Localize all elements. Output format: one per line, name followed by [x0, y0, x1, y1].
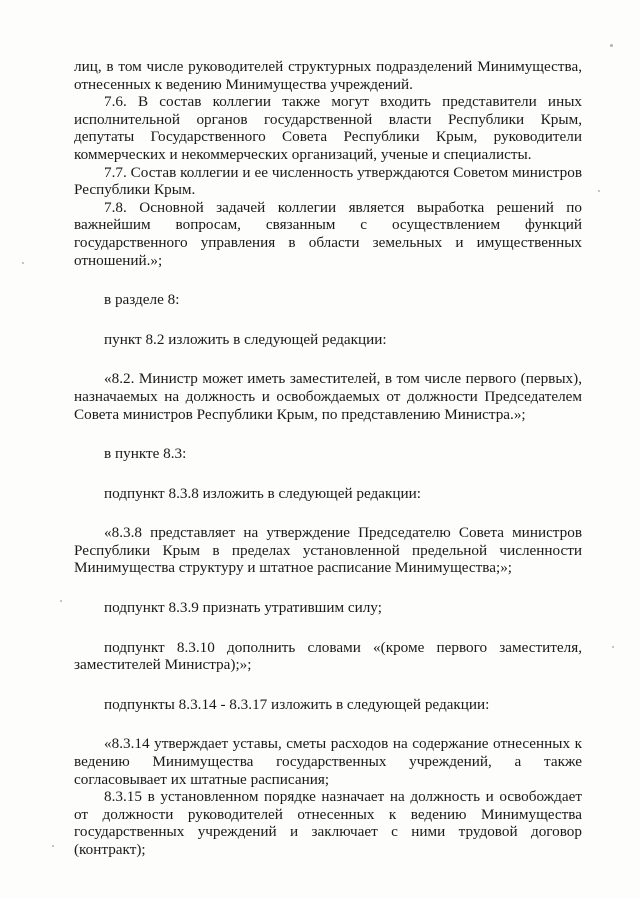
paragraph-gap: [74, 463, 582, 485]
paragraph-7-7: 7.7. Состав коллегии и ее численность утверждаются Советом министров Республики Крым.: [74, 163, 582, 199]
scan-speck: [598, 190, 600, 192]
paragraph-point-8-3: в пункте 8.3:: [104, 445, 187, 463]
paragraph-gap: [74, 713, 582, 735]
paragraph-section-8: в разделе 8:: [104, 291, 180, 309]
paragraph-gap: [74, 502, 582, 524]
paragraph-8-3-10: подпункт 8.3.10 дополнить словами «(кроме первого заместителя, заместителей Министра);»;: [74, 638, 582, 674]
scan-speck: [52, 845, 54, 847]
scan-speck: [610, 44, 613, 47]
scan-speck: [612, 646, 614, 648]
paragraph-8-2-text: «8.2. Министр может иметь заместителей, в том числе первого (первых), назначаемых на должность и освобождаемых от должности Председателем Совета министров Республики Крым, по представлению Министра.»;: [74, 370, 582, 423]
paragraph-gap: [74, 577, 582, 599]
paragraph-gap: [74, 674, 582, 696]
paragraph-continuation: лиц, в том числе руководителей структурных подразделений Минимущества, отнесенных к ведению Минимущества учреждений.: [74, 58, 582, 93]
paragraph-7-8: 7.8. Основной задачей коллегии является выработка решений по важнейшим вопросам, связанным с осуществлением функций государственного управления в области земельных и имущественных отношений.»;: [74, 198, 582, 269]
paragraph-8-3-8-text: «8.3.8 представляет на утверждение Председателю Совета министров Республики Крым в пределах установленной предельной численности Минимущества структуру и штатное расписание Минимущества;»;: [74, 524, 582, 577]
paragraph-gap: [74, 269, 582, 291]
paragraph-8-3-8-instruction: подпункт 8.3.8 изложить в следующей редакции:: [104, 484, 421, 502]
paragraph-8-3-15: 8.3.15 в установленном порядке назначает на должность и освобождает от должности руководителей отнесенных к ведению Минимущества государственных учреждений и заключает с ними трудовой договор (контракт);: [74, 788, 582, 858]
document-body: [74, 58, 582, 859]
paragraph-7-6: 7.6. В состав коллегии также могут входить представители иных исполнительной органов государственной власти Республики Крым, депутаты Государственного Совета Республики Крым, руководители коммерческих и некоммерческих организаций, ученые и специалисты.: [74, 93, 582, 163]
scan-speck: [60, 600, 62, 602]
paragraph-gap: [74, 423, 582, 445]
paragraph-point-8-2-instruction: пункт 8.2 изложить в следующей редакции:: [104, 330, 387, 348]
scan-speck: [22, 262, 24, 264]
paragraph-gap: [74, 617, 582, 639]
paragraph-gap: [74, 348, 582, 370]
paragraph-8-3-14-17-instruction: подпункты 8.3.14 - 8.3.17 изложить в следующей редакции:: [104, 695, 490, 713]
paragraph-8-3-14: «8.3.14 утверждает уставы, сметы расходов на содержание отнесенных к ведению Минимущества государственных учреждений, а также согласовывает их штатные расписания;: [74, 735, 582, 788]
paragraph-8-3-9: подпункт 8.3.9 признать утратившим силу;: [104, 599, 382, 617]
paragraph-gap: [74, 309, 582, 331]
